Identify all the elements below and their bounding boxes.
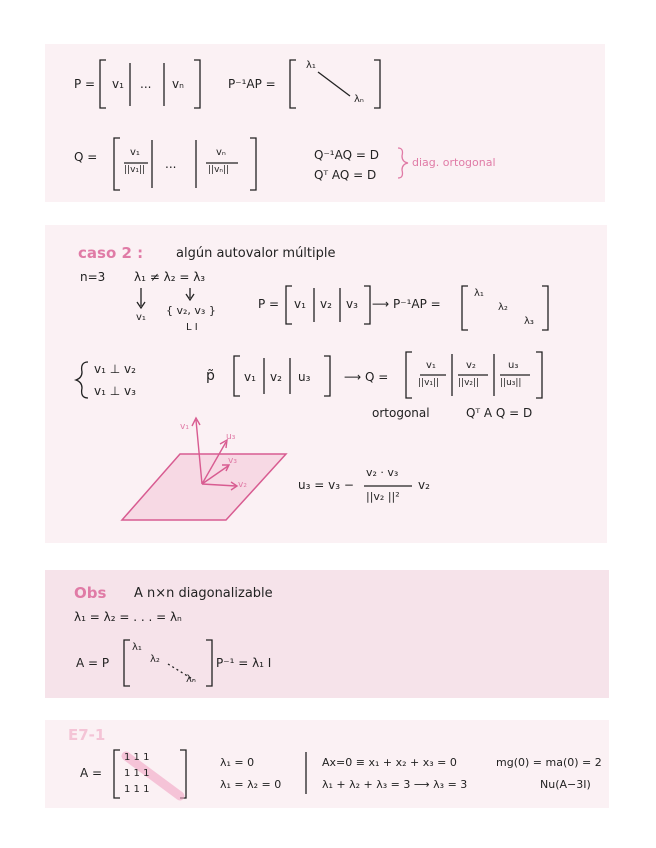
diag-lambda-n: λₙ: [186, 674, 196, 685]
vector-v1-label: v₁: [180, 422, 189, 432]
lambda-1-zero: λ₁ = 0: [220, 756, 255, 769]
p-matrix-label: P =: [258, 297, 280, 311]
vector-v3-label: v₃: [228, 456, 237, 466]
p-tilde-col-v1: v₁: [244, 370, 256, 384]
lambda-1-2-zero: λ₁ = λ₂ = 0: [220, 778, 282, 791]
caso-2-title: caso 2 :: [78, 244, 144, 262]
q-matrix-label: ⟶ Q =: [344, 370, 389, 384]
vector-u3-label: u₃: [226, 432, 236, 442]
q-col-v1: v₁: [426, 360, 436, 371]
diag-lambda-1: λ₁: [474, 288, 484, 299]
kernel-equation: Ax=0 ≡ x₁ + x₂ + x₃ = 0: [322, 756, 457, 769]
eigenvalue-relation: λ₁ ≠ λ₂ = λ₃: [134, 270, 206, 284]
obs-title: Obs: [74, 584, 107, 602]
perpendicular-v1-v3: v₁ ⊥ v₃: [94, 384, 136, 398]
eigenvalue-sum: λ₁ + λ₂ + λ₃ = 3 ⟶ λ₃ = 3: [322, 778, 468, 791]
eigenvector-set: { v₂, v₃ }: [166, 304, 216, 317]
q-col-v1: v₁: [130, 147, 140, 158]
gram-schmidt-tail: v₂: [418, 478, 430, 492]
p-col-v2: v₂: [320, 297, 332, 311]
p-col-dots: ...: [140, 77, 152, 91]
perpendicular-v1-v2: v₁ ⊥ v₂: [94, 362, 136, 376]
multiplicity-equation: mg(0) = ma(0) = 2: [496, 756, 602, 769]
p-col-v1: v₁: [112, 77, 124, 91]
exercise-title: E7-1: [68, 726, 106, 744]
p-tilde-col-u3: u₃: [298, 370, 311, 384]
qt-a-q-equals-d: Qᵀ A Q = D: [466, 406, 533, 420]
linearly-independent-label: L I: [186, 322, 198, 333]
a-equals-p-label: A = P: [76, 656, 110, 670]
diag-lambda-3: λ₃: [524, 316, 534, 327]
p-col-vn: vₙ: [172, 77, 184, 91]
diag-lambda-1: λ₁: [306, 60, 316, 71]
gram-schmidt-denominator: ||v₂ ||²: [366, 490, 400, 503]
diag-lambda-2: λ₂: [150, 654, 160, 665]
p-col-v1: v₁: [294, 297, 306, 311]
orthogonal-diagonalization-note: diag. ortogonal: [412, 156, 496, 169]
diag-lambda-n: λₙ: [354, 94, 364, 105]
q-col-dots: ...: [165, 157, 177, 171]
p-inverse-ap-label: ⟶ P⁻¹AP =: [372, 297, 441, 311]
vector-v2-label: v₂: [238, 480, 247, 490]
q-col-u3: u₃: [508, 360, 519, 371]
obs-subtitle: A n×n diagonalizable: [134, 586, 273, 601]
gram-schmidt-lhs: u₃ = v₃ −: [298, 478, 354, 492]
all-eigenvalues-equal: λ₁ = λ₂ = . . . = λₙ: [74, 610, 182, 624]
orthogonal-label: ortogonal: [372, 406, 430, 420]
q-col-norm-vn: ||vₙ||: [208, 165, 230, 175]
q-col-norm-u3: ||u₃||: [500, 378, 522, 388]
q-col-norm-v2: ||v₂||: [458, 378, 480, 388]
n-equals-3: n=3: [80, 270, 106, 284]
q-inverse-eq: Q⁻¹AQ = D: [314, 148, 379, 162]
matrix-row-3: 1 1 1: [124, 784, 150, 795]
p-inverse-ap-label: P⁻¹AP =: [228, 77, 276, 91]
q-col-norm-v1: ||v₁||: [124, 165, 146, 175]
p-definition-label: P =: [74, 77, 96, 91]
q-col-vn: vₙ: [216, 147, 226, 158]
p-col-v3: v₃: [346, 297, 358, 311]
matrix-row-1: 1 1 1: [124, 752, 150, 763]
gram-schmidt-numerator: v₂ · v₃: [366, 466, 399, 479]
p-tilde-label: p̃: [206, 368, 215, 384]
p-inverse-lambda-i: P⁻¹ = λ₁ I: [216, 656, 272, 670]
q-col-v2: v₂: [466, 360, 476, 371]
a-matrix-label: A =: [80, 766, 103, 780]
q-definition-label: Q =: [74, 150, 98, 164]
null-space-label: Nu(A−3I): [540, 778, 591, 791]
p-tilde-col-v2: v₂: [270, 370, 282, 384]
diag-lambda-2: λ₂: [498, 302, 508, 313]
eigenvector-v1: v₁: [136, 312, 146, 323]
q-transpose-eq: Qᵀ AQ = D: [314, 168, 377, 182]
q-col-norm-v1: ||v₁||: [418, 378, 440, 388]
caso-2-subtitle: algún autovalor múltiple: [176, 246, 336, 261]
matrix-row-2: 1 1 1: [124, 768, 150, 779]
diag-lambda-1: λ₁: [132, 642, 142, 653]
